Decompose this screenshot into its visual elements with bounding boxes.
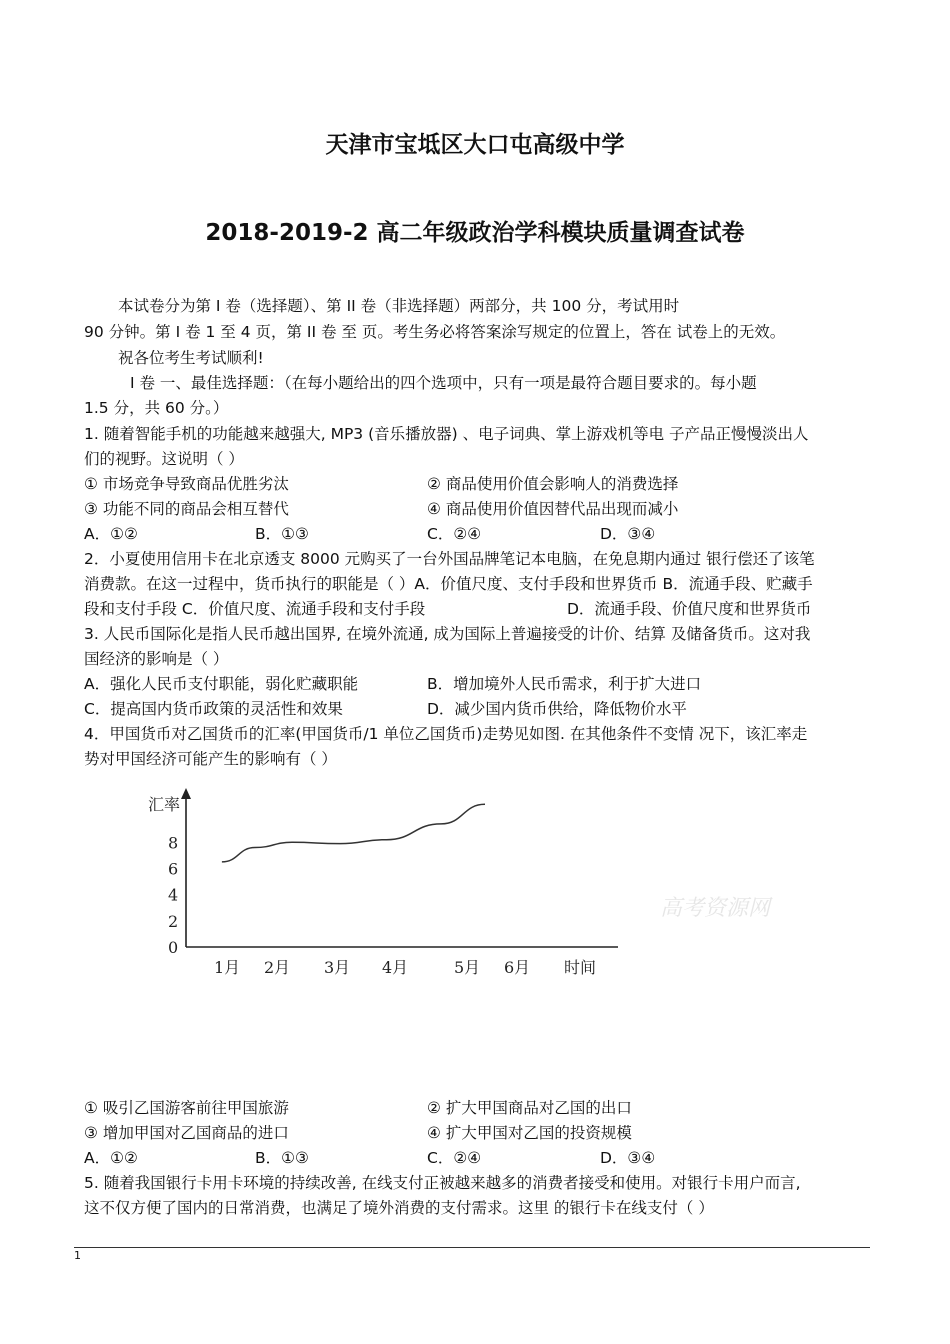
q4-statement-3: ③ 增加甲国对乙国商品的进口 [84, 1124, 289, 1142]
q5-stem-line-1: 5. 随着我国银行卡用卡环境的持续改善, 在线支付正被越来越多的消费者接受和使用。对银行卡用户而言, [84, 1174, 801, 1192]
q4-choice-b: B．①③ [255, 1149, 309, 1167]
q1-choice-b: B．①③ [255, 525, 309, 543]
section-instruction-line-1: I 卷 一、最佳选择题：（在每小题给出的四个选项中，只有一项是最符合题目要求的。每小题 [130, 374, 757, 392]
q4-choice-c: C．②④ [427, 1149, 482, 1167]
intro-line-2: 90 分钟。第 I 卷 1 至 4 页，第 II 卷 至 页。考生务必将答案涂写规定的位置上，答在 试卷上的无效。 [84, 323, 786, 341]
q3-stem-line-1: 3. 人民币国际化是指人民币越出国界, 在境外流通, 成为国际上普遍接受的计价、结算 及储备货币。这对我 [84, 625, 811, 643]
q4-choice-a: A．①② [84, 1149, 138, 1167]
q1-statement-2: ② 商品使用价值会影响人的消费选择 [427, 475, 679, 493]
q4-choice-d: D．③④ [600, 1149, 656, 1167]
q3-choice-d: D．减少国内货币供给，降低物价水平 [427, 700, 687, 718]
q1-stem-line-1: 1. 随着智能手机的功能越来越强大, MP3 (音乐播放器) 、电子词典、掌上游戏机等电 子产品正慢慢淡出人 [84, 425, 809, 443]
x-tick-label: 6月 [504, 958, 531, 977]
y-axis-arrow [181, 788, 191, 799]
page-number: 1 [74, 1249, 81, 1262]
q4-statement-4: ④ 扩大甲国对乙国的投资规模 [427, 1124, 632, 1142]
q3-choice-a: A．强化人民币支付职能，弱化贮藏职能 [84, 675, 359, 693]
q2-stem-line-1: 2．小夏使用信用卡在北京透支 8000 元购买了一台外国品牌笔记本电脑，在免息期内通过 银行偿还了该笔 [84, 550, 815, 568]
q1-statement-1: ① 市场竞争导致商品优胜劣汰 [84, 475, 289, 493]
y-tick-label: 6 [168, 859, 179, 879]
exchange-rate-line [222, 804, 485, 862]
x-tick-label: 4月 [382, 958, 409, 977]
q1-choice-a: A．①② [84, 525, 138, 543]
q4-stem-line-2: 势对甲国经济可能产生的影响有（ ） [84, 750, 337, 768]
footer-rule [74, 1247, 870, 1248]
q3-stem-line-2: 国经济的影响是（ ） [84, 650, 229, 668]
x-tick-label: 2月 [264, 958, 291, 977]
exam-title: 2018-2019-2 高二年级政治学科模块质量调查试卷 [205, 220, 745, 246]
q1-stem-line-2: 们的视野。这说明（ ） [84, 450, 244, 468]
section-instruction-line-2: 1.5 分，共 60 分。） [84, 399, 229, 417]
y-tick-label: 2 [168, 911, 179, 931]
x-tick-label: 5月 [454, 958, 481, 977]
y-tick-label: 8 [168, 833, 179, 853]
chart-watermark: 高考资源网 [660, 896, 771, 921]
school-name: 天津市宝坻区大口屯高级中学 [325, 132, 625, 158]
x-axis-label: 时间 [564, 958, 597, 977]
exchange-rate-chart [140, 783, 860, 987]
q3-choice-c: C．提高国内货币政策的灵活性和效果 [84, 700, 343, 718]
q2-stem-line-2: 消费款。在这一过程中，货币执行的职能是（ ）A．价值尺度、支付手段和世界货币 B．流通手段、贮藏手 [84, 575, 813, 593]
q2-stem-line-3: 段和支付手段 C．价值尺度、流通手段和支付手段 [84, 600, 426, 618]
y-axis-label: 汇率 [148, 795, 181, 814]
q3-choice-b: B．增加境外人民币需求，利于扩大进口 [427, 675, 702, 693]
q1-statement-3: ③ 功能不同的商品会相互替代 [84, 500, 289, 518]
q4-statement-2: ② 扩大甲国商品对乙国的出口 [427, 1099, 632, 1117]
q4-stem-line-1: 4．甲国货币对乙国货币的汇率(甲国货币/1 单位乙国货币)走势见如图. 在其他条件不变情 况下，该汇率走 [84, 725, 808, 743]
x-tick-label: 3月 [324, 958, 351, 977]
q4-statement-1: ① 吸引乙国游客前往甲国旅游 [84, 1099, 289, 1117]
y-tick-label: 4 [168, 885, 179, 905]
exchange-rate-chart-svg [140, 783, 860, 983]
intro-line-3: 祝各位考生考试顺利! [118, 349, 264, 367]
q1-choice-c: C．②④ [427, 525, 482, 543]
q2-choice-d: D．流通手段、价值尺度和世界货币 [567, 600, 812, 618]
q1-choice-d: D．③④ [600, 525, 656, 543]
q1-statement-4: ④ 商品使用价值因替代品出现而减小 [427, 500, 679, 518]
intro-line-1: 本试卷分为第 I 卷（选择题）、第 II 卷（非选择题）两部分，共 100 分，考试用时 [118, 297, 680, 315]
q5-stem-line-2: 这不仅方便了国内的日常消费，也满足了境外消费的支付需求。这里 的银行卡在线支付（ ） [84, 1199, 714, 1217]
x-tick-label: 1月 [214, 958, 241, 977]
y-tick-label: 0 [168, 938, 179, 957]
